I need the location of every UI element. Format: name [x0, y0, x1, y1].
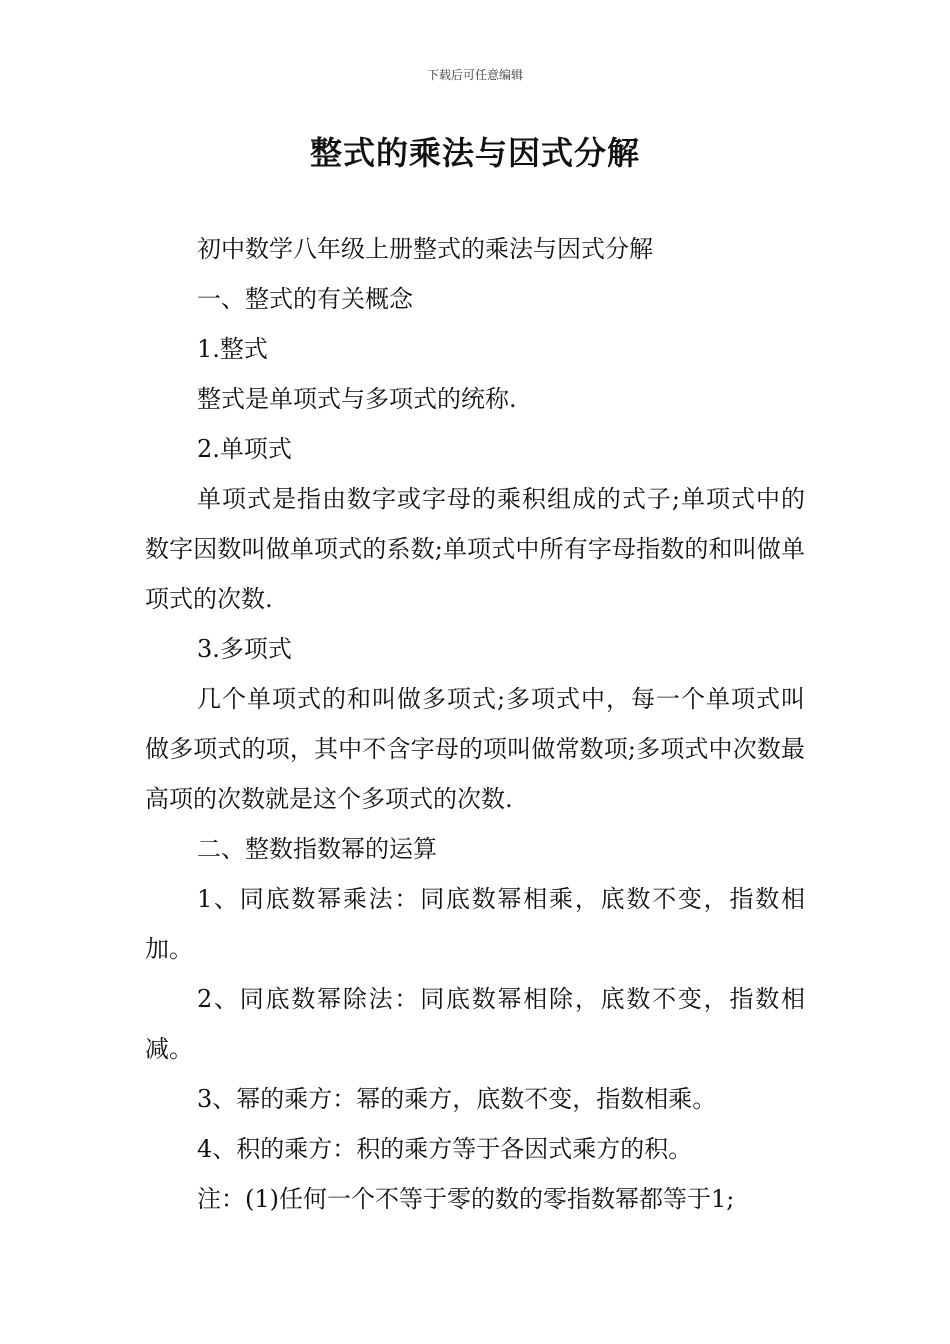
- subheading-polynomial-expression: 1.整式: [197, 335, 268, 363]
- paragraph-intro: 初中数学八年级上册整式的乘法与因式分解: [197, 235, 653, 263]
- section-heading-2: 二、整数指数幂的运算: [197, 835, 437, 863]
- document-body: [145, 224, 805, 1224]
- subheading-polynomial: 3.多项式: [197, 635, 292, 663]
- section-heading-1: 一、整式的有关概念: [197, 285, 413, 313]
- rule-power-of-power: 3、幂的乘方：幂的乘方，底数不变，指数相乘。: [197, 1085, 717, 1113]
- subheading-monomial: 2.单项式: [197, 435, 292, 463]
- rule-same-base-multiplication: 1、同底数幂乘法：同底数幂相乘，底数不变，指数相加。: [145, 885, 805, 963]
- document-title: 整式的乘法与因式分解: [309, 134, 640, 172]
- note-zero-exponent: 注：(1)任何一个不等于零的数的零指数幂都等于1;: [197, 1185, 735, 1213]
- paragraph-polynomial-terms: 几个单项式的和叫做多项式;多项式中，每一个单项式叫做多项式的项，其中不含字母的项叫做常数项;多项式中次数最高项的次数就是这个多项式的次数.: [145, 685, 805, 813]
- rule-power-of-product: 4、积的乘方：积的乘方等于各因式乘方的积。: [197, 1135, 693, 1163]
- header-note: 下载后可任意编辑: [426, 68, 523, 82]
- paragraph-monomial-definition: 单项式是指由数字或字母的乘积组成的式子;单项式中的数字因数叫做单项式的系数;单项式中所有字母指数的和叫做单项式的次数.: [145, 485, 805, 613]
- rule-same-base-division: 2、同底数幂除法：同底数幂相除，底数不变，指数相减。: [145, 985, 805, 1063]
- paragraph-polynomial-definition: 整式是单项式与多项式的统称.: [197, 385, 517, 413]
